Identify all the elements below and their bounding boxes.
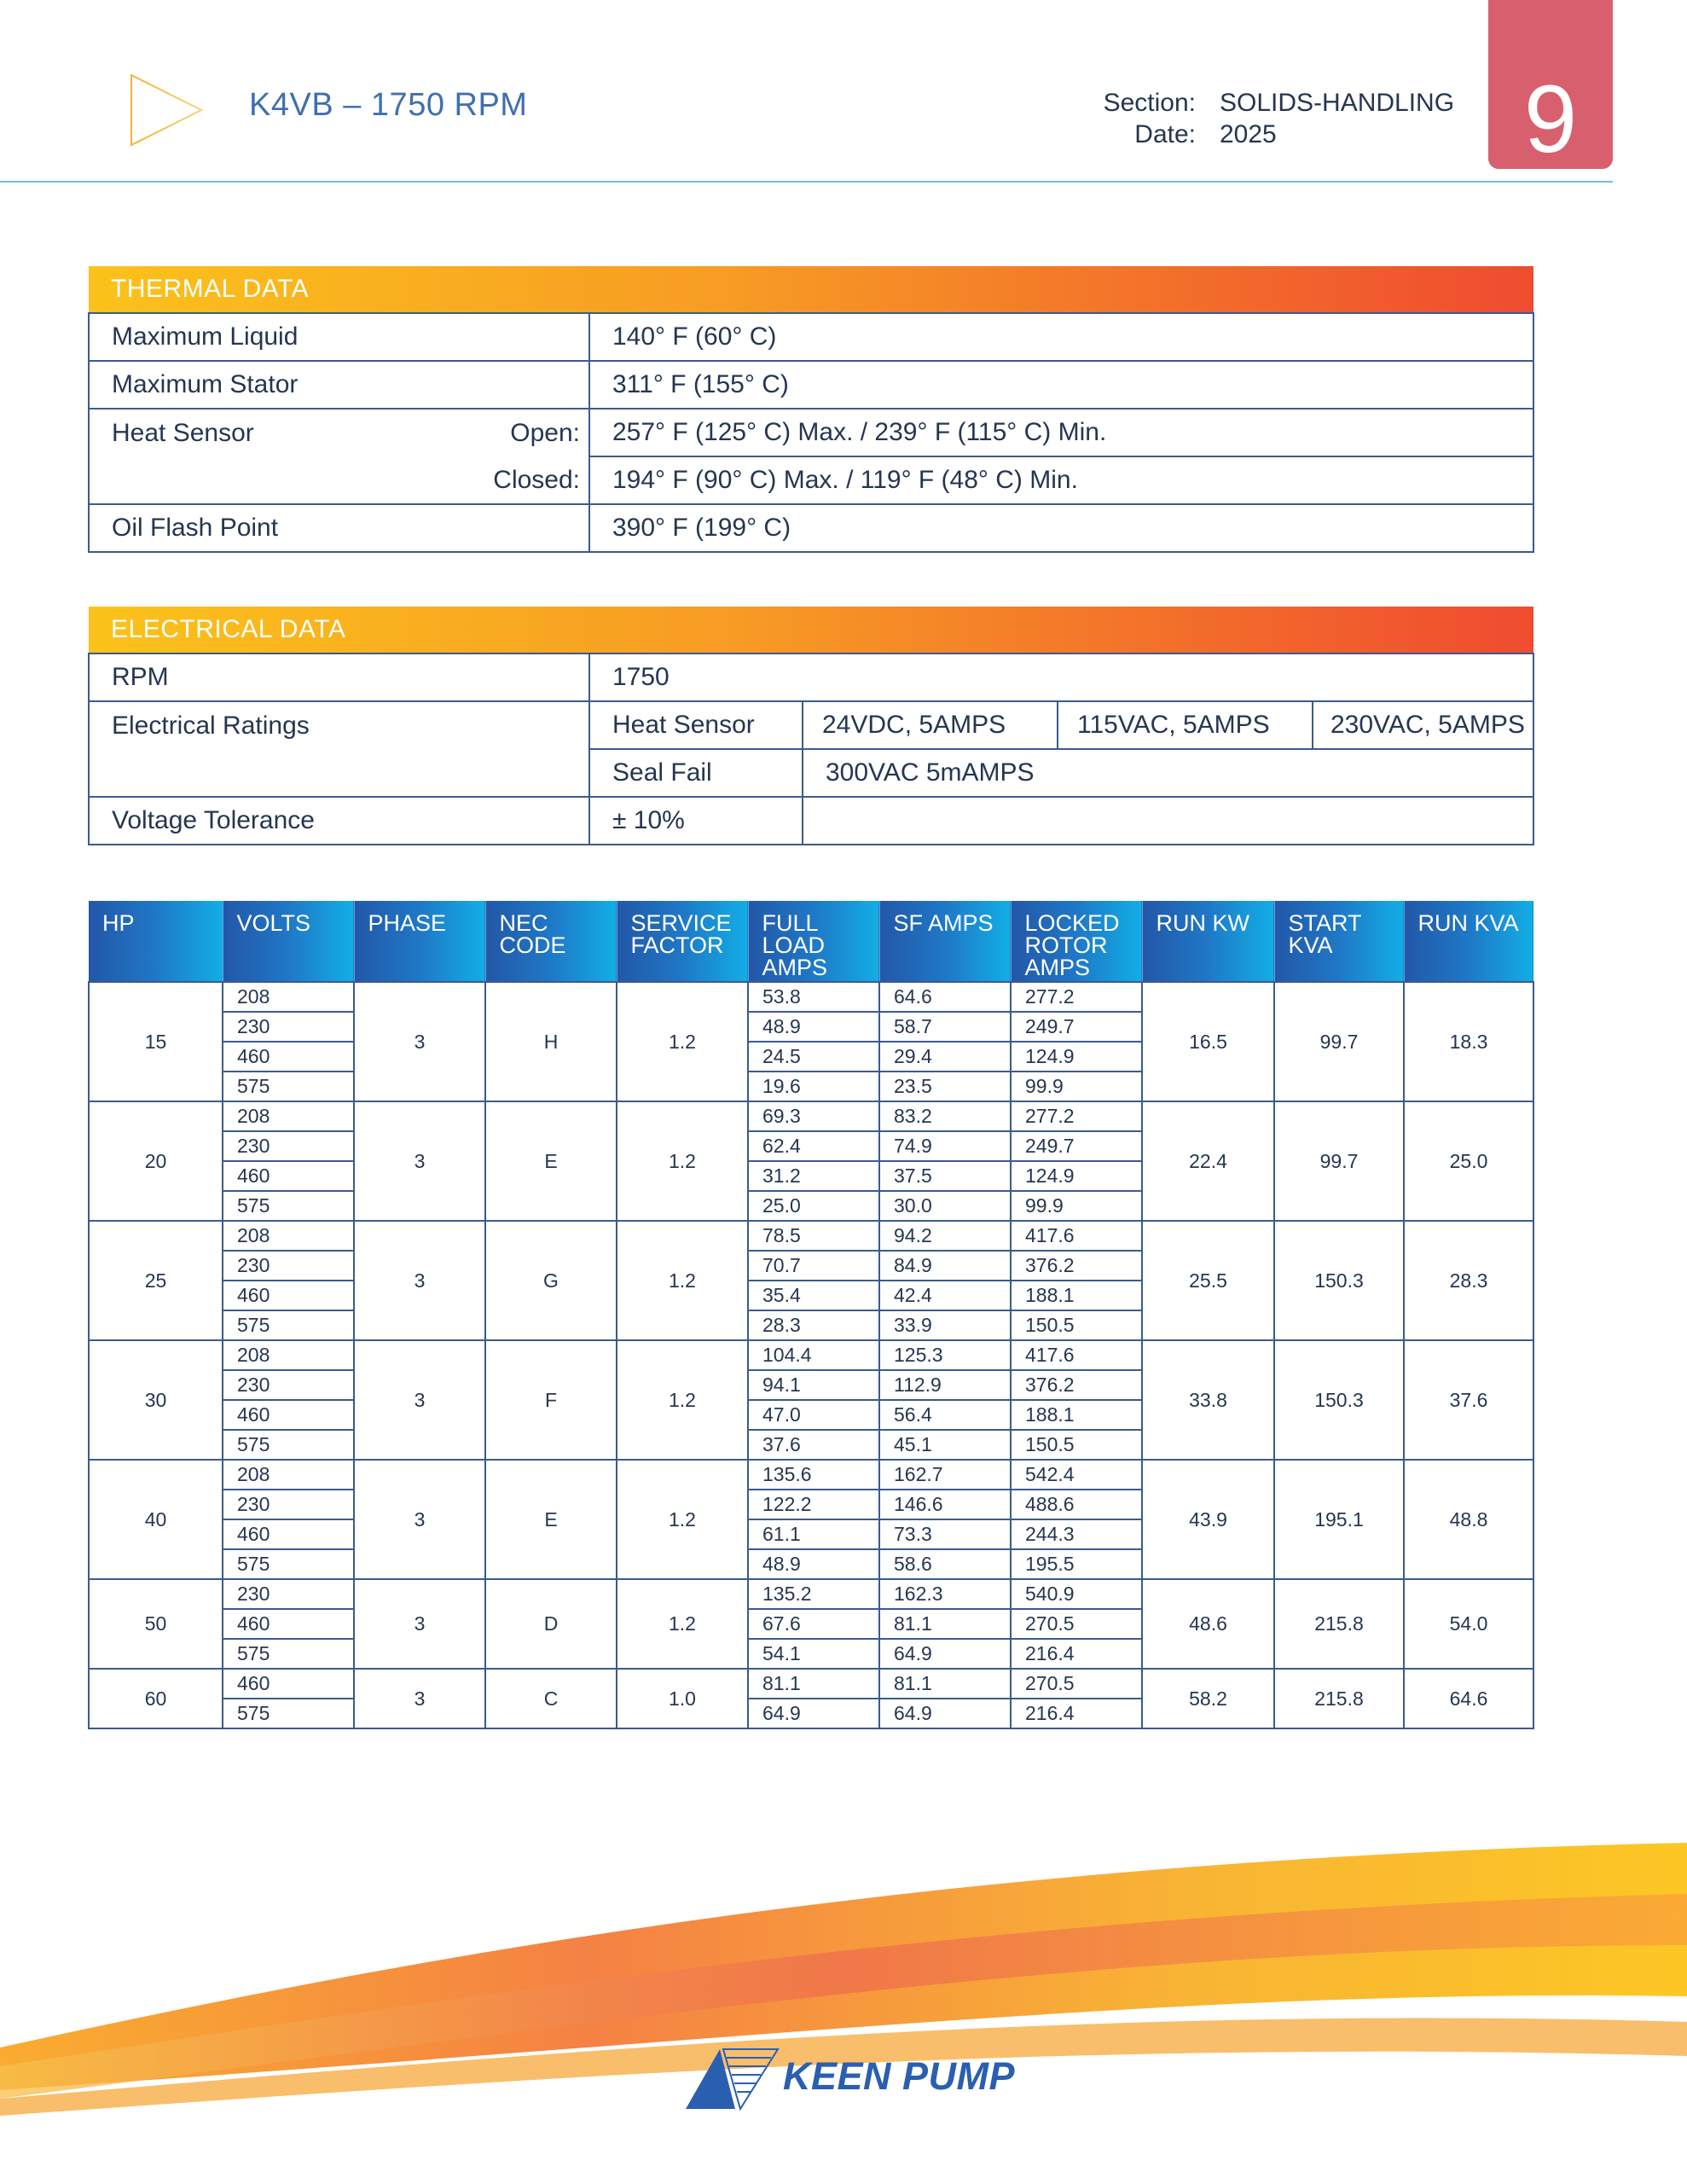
electrical-ratings-label: Electrical Ratings — [89, 701, 589, 749]
thermal-value: 257° F (125° C) Max. / 239° F (115° C) Min. — [589, 409, 1533, 456]
sf-amps-cell: 64.9 — [879, 1639, 1011, 1669]
date-label: Date: — [1134, 120, 1196, 148]
volts-cell: 230 — [223, 1012, 354, 1042]
volts-cell: 575 — [223, 1072, 354, 1101]
column-header: SF AMPS — [879, 901, 1011, 982]
column-header: START KVA — [1274, 901, 1404, 982]
sf-amps-cell: 42.4 — [879, 1281, 1011, 1310]
performance-body — [89, 982, 1533, 1728]
heat-sensor-rating-label: Heat Sensor — [589, 701, 803, 749]
locked-rotor-amps-cell: 188.1 — [1011, 1400, 1142, 1430]
full-load-amps-cell: 67.6 — [748, 1609, 879, 1639]
table-row — [89, 1221, 1533, 1251]
run-kw-cell: 48.6 — [1142, 1579, 1274, 1669]
full-load-amps-cell: 24.5 — [748, 1042, 879, 1072]
performance-header-row — [89, 901, 1533, 982]
sf-amps-cell: 112.9 — [879, 1370, 1011, 1400]
header-logo-icon — [128, 72, 205, 148]
start-kva-cell: 99.7 — [1274, 1101, 1404, 1221]
table-row — [89, 1101, 1533, 1131]
volts-cell: 208 — [223, 1101, 354, 1131]
nec-code-cell: E — [485, 1460, 617, 1579]
run-kva-cell: 18.3 — [1404, 982, 1533, 1101]
full-load-amps-cell: 35.4 — [748, 1281, 879, 1310]
electrical-data-title: ELECTRICAL DATA — [89, 607, 1533, 653]
run-kw-cell: 33.8 — [1142, 1340, 1274, 1460]
volts-cell: 575 — [223, 1310, 354, 1340]
motor-performance-table — [88, 901, 1534, 1729]
full-load-amps-cell: 37.6 — [748, 1430, 879, 1460]
thermal-value: 311° F (155° C) — [589, 361, 1533, 409]
thermal-label: Maximum Liquid — [89, 313, 589, 361]
full-load-amps-cell: 135.2 — [748, 1579, 879, 1609]
sf-amps-cell: 83.2 — [879, 1101, 1011, 1131]
full-load-amps-cell: 135.6 — [748, 1460, 879, 1490]
full-load-amps-cell: 53.8 — [748, 982, 879, 1012]
full-load-amps-cell: 94.1 — [748, 1370, 879, 1400]
voltage-tolerance-value: ± 10% — [589, 797, 803, 845]
meta-labels — [1049, 87, 1196, 150]
full-load-amps-cell: 25.0 — [748, 1191, 879, 1221]
rpm-value: 1750 — [589, 653, 1533, 701]
electrical-data-table — [88, 607, 1534, 845]
full-load-amps-cell: 19.6 — [748, 1072, 879, 1101]
start-kva-cell: 150.3 — [1274, 1340, 1404, 1460]
locked-rotor-amps-cell: 417.6 — [1011, 1340, 1142, 1370]
sf-amps-cell: 23.5 — [879, 1072, 1011, 1101]
document-title: K4VB – 1750 RPM — [249, 87, 528, 123]
locked-rotor-amps-cell: 216.4 — [1011, 1639, 1142, 1669]
locked-rotor-amps-cell: 540.9 — [1011, 1579, 1142, 1609]
sf-amps-cell: 84.9 — [879, 1251, 1011, 1281]
heat-sensor-rating: 230VAC, 5AMPS — [1313, 701, 1533, 749]
sf-amps-cell: 58.6 — [879, 1549, 1011, 1579]
full-load-amps-cell: 48.9 — [748, 1012, 879, 1042]
start-kva-cell: 215.8 — [1274, 1669, 1404, 1728]
heat-sensor-open-label: Open: — [510, 418, 580, 447]
volts-cell: 460 — [223, 1669, 354, 1699]
locked-rotor-amps-cell: 124.9 — [1011, 1042, 1142, 1072]
voltage-tolerance-label: Voltage Tolerance — [89, 797, 589, 845]
service-factor-cell: 1.2 — [617, 1221, 748, 1340]
thermal-data-table — [88, 266, 1534, 553]
column-header: SERVICE FACTOR — [617, 901, 748, 982]
hp-cell: 15 — [89, 982, 223, 1101]
full-load-amps-cell: 104.4 — [748, 1340, 879, 1370]
run-kva-cell: 48.8 — [1404, 1460, 1533, 1579]
seal-fail-value: 300VAC 5mAMPS — [803, 749, 1533, 797]
table-row — [89, 1669, 1533, 1699]
heat-sensor-rating: 24VDC, 5AMPS — [803, 701, 1058, 749]
sf-amps-cell: 162.7 — [879, 1460, 1011, 1490]
locked-rotor-amps-cell: 270.5 — [1011, 1609, 1142, 1639]
volts-cell: 460 — [223, 1609, 354, 1639]
locked-rotor-amps-cell: 277.2 — [1011, 1101, 1142, 1131]
hp-cell: 20 — [89, 1101, 223, 1221]
locked-rotor-amps-cell: 249.7 — [1011, 1131, 1142, 1161]
column-header: NEC CODE — [485, 901, 617, 982]
hp-cell: 25 — [89, 1221, 223, 1340]
sf-amps-cell: 64.6 — [879, 982, 1011, 1012]
meta-values — [1220, 87, 1454, 150]
run-kva-cell: 64.6 — [1404, 1669, 1533, 1728]
service-factor-cell: 1.2 — [617, 1579, 748, 1669]
heat-sensor-rating: 115VAC, 5AMPS — [1058, 701, 1313, 749]
sf-amps-cell: 33.9 — [879, 1310, 1011, 1340]
thermal-label: Oil Flash Point — [89, 504, 589, 552]
hp-cell: 60 — [89, 1669, 223, 1728]
volts-cell: 460 — [223, 1161, 354, 1191]
header-divider — [0, 181, 1613, 183]
service-factor-cell: 1.2 — [617, 1460, 748, 1579]
brand-name: KEEN PUMP — [783, 2054, 1016, 2098]
full-load-amps-cell: 54.1 — [748, 1639, 879, 1669]
volts-cell: 460 — [223, 1519, 354, 1549]
rpm-label: RPM — [89, 653, 589, 701]
full-load-amps-cell: 48.9 — [748, 1549, 879, 1579]
phase-cell: 3 — [354, 1340, 485, 1460]
column-header: RUN KW — [1142, 901, 1274, 982]
run-kva-cell: 28.3 — [1404, 1221, 1533, 1340]
sf-amps-cell: 58.7 — [879, 1012, 1011, 1042]
volts-cell: 575 — [223, 1639, 354, 1669]
phase-cell: 3 — [354, 1221, 485, 1340]
sf-amps-cell: 29.4 — [879, 1042, 1011, 1072]
keen-pump-logo-icon — [686, 2048, 780, 2112]
volts-cell: 230 — [223, 1490, 354, 1519]
thermal-data-title: THERMAL DATA — [89, 266, 1533, 313]
sf-amps-cell: 146.6 — [879, 1490, 1011, 1519]
locked-rotor-amps-cell: 124.9 — [1011, 1161, 1142, 1191]
sf-amps-cell: 74.9 — [879, 1131, 1011, 1161]
service-factor-cell: 1.2 — [617, 982, 748, 1101]
thermal-value: 194° F (90° C) Max. / 119° F (48° C) Min. — [589, 456, 1533, 504]
date-value: 2025 — [1220, 120, 1277, 148]
volts-cell: 230 — [223, 1579, 354, 1609]
hp-cell: 50 — [89, 1579, 223, 1669]
sf-amps-cell: 94.2 — [879, 1221, 1011, 1251]
volts-cell: 575 — [223, 1191, 354, 1221]
sf-amps-cell: 73.3 — [879, 1519, 1011, 1549]
sf-amps-cell: 30.0 — [879, 1191, 1011, 1221]
section-number-badge: 9 — [1488, 0, 1613, 169]
sf-amps-cell: 45.1 — [879, 1430, 1011, 1460]
thermal-label: Maximum Stator — [89, 361, 589, 409]
locked-rotor-amps-cell: 249.7 — [1011, 1012, 1142, 1042]
full-load-amps-cell: 61.1 — [748, 1519, 879, 1549]
volts-cell: 208 — [223, 982, 354, 1012]
locked-rotor-amps-cell: 244.3 — [1011, 1519, 1142, 1549]
full-load-amps-cell: 62.4 — [748, 1131, 879, 1161]
thermal-label-cell — [89, 409, 589, 456]
column-header: PHASE — [354, 901, 485, 982]
volts-cell: 208 — [223, 1460, 354, 1490]
start-kva-cell: 150.3 — [1274, 1221, 1404, 1340]
volts-cell: 460 — [223, 1400, 354, 1430]
volts-cell: 575 — [223, 1699, 354, 1728]
locked-rotor-amps-cell: 216.4 — [1011, 1699, 1142, 1728]
column-header: FULL LOAD AMPS — [748, 901, 879, 982]
locked-rotor-amps-cell: 270.5 — [1011, 1669, 1142, 1699]
column-header: LOCKED ROTOR AMPS — [1011, 901, 1142, 982]
table-row — [89, 1460, 1533, 1490]
volts-cell: 208 — [223, 1340, 354, 1370]
full-load-amps-cell: 69.3 — [748, 1101, 879, 1131]
full-load-amps-cell: 81.1 — [748, 1669, 879, 1699]
volts-cell: 230 — [223, 1131, 354, 1161]
phase-cell: 3 — [354, 1460, 485, 1579]
table-row — [89, 1579, 1533, 1609]
run-kw-cell: 22.4 — [1142, 1101, 1274, 1221]
locked-rotor-amps-cell: 195.5 — [1011, 1549, 1142, 1579]
thermal-value: 390° F (199° C) — [589, 504, 1533, 552]
column-header: RUN KVA — [1404, 901, 1533, 982]
start-kva-cell: 99.7 — [1274, 982, 1404, 1101]
run-kva-cell: 37.6 — [1404, 1340, 1533, 1460]
column-header: HP — [89, 901, 223, 982]
hp-cell: 40 — [89, 1460, 223, 1579]
seal-fail-label: Seal Fail — [589, 749, 803, 797]
locked-rotor-amps-cell: 488.6 — [1011, 1490, 1142, 1519]
locked-rotor-amps-cell: 150.5 — [1011, 1310, 1142, 1340]
full-load-amps-cell: 31.2 — [748, 1161, 879, 1191]
phase-cell: 3 — [354, 1579, 485, 1669]
hp-cell: 30 — [89, 1340, 223, 1460]
volts-cell: 575 — [223, 1549, 354, 1579]
run-kva-cell: 54.0 — [1404, 1579, 1533, 1669]
section-value: SOLIDS-HANDLING — [1220, 89, 1455, 117]
locked-rotor-amps-cell: 542.4 — [1011, 1460, 1142, 1490]
locked-rotor-amps-cell: 376.2 — [1011, 1370, 1142, 1400]
full-load-amps-cell: 78.5 — [748, 1221, 879, 1251]
start-kva-cell: 215.8 — [1274, 1579, 1404, 1669]
full-load-amps-cell: 47.0 — [748, 1400, 879, 1430]
locked-rotor-amps-cell: 150.5 — [1011, 1430, 1142, 1460]
nec-code-cell: C — [485, 1669, 617, 1728]
run-kva-cell: 25.0 — [1404, 1101, 1533, 1221]
nec-code-cell: H — [485, 982, 617, 1101]
start-kva-cell: 195.1 — [1274, 1460, 1404, 1579]
sf-amps-cell: 81.1 — [879, 1669, 1011, 1699]
locked-rotor-amps-cell: 99.9 — [1011, 1072, 1142, 1101]
volts-cell: 460 — [223, 1042, 354, 1072]
heat-sensor-closed-label: Closed: — [89, 456, 589, 504]
table-row — [89, 982, 1533, 1012]
phase-cell: 3 — [354, 982, 485, 1101]
phase-cell: 3 — [354, 1669, 485, 1728]
sf-amps-cell: 81.1 — [879, 1609, 1011, 1639]
sf-amps-cell: 125.3 — [879, 1340, 1011, 1370]
column-header: VOLTS — [223, 901, 354, 982]
sf-amps-cell: 162.3 — [879, 1579, 1011, 1609]
locked-rotor-amps-cell: 99.9 — [1011, 1191, 1142, 1221]
locked-rotor-amps-cell: 188.1 — [1011, 1281, 1142, 1310]
full-load-amps-cell: 28.3 — [748, 1310, 879, 1340]
nec-code-cell: G — [485, 1221, 617, 1340]
service-factor-cell: 1.2 — [617, 1340, 748, 1460]
run-kw-cell: 58.2 — [1142, 1669, 1274, 1728]
nec-code-cell: D — [485, 1579, 617, 1669]
service-factor-cell: 1.2 — [617, 1101, 748, 1221]
nec-code-cell: F — [485, 1340, 617, 1460]
thermal-label: Heat Sensor — [112, 418, 254, 447]
locked-rotor-amps-cell: 376.2 — [1011, 1251, 1142, 1281]
full-load-amps-cell: 70.7 — [748, 1251, 879, 1281]
nec-code-cell: E — [485, 1101, 617, 1221]
electrical-ratings-spacer — [89, 749, 589, 797]
thermal-value: 140° F (60° C) — [589, 313, 1533, 361]
phase-cell: 3 — [354, 1101, 485, 1221]
voltage-tolerance-empty — [803, 797, 1533, 845]
run-kw-cell: 25.5 — [1142, 1221, 1274, 1340]
full-load-amps-cell: 64.9 — [748, 1699, 879, 1728]
sf-amps-cell: 64.9 — [879, 1699, 1011, 1728]
volts-cell: 208 — [223, 1221, 354, 1251]
full-load-amps-cell: 122.2 — [748, 1490, 879, 1519]
sf-amps-cell: 37.5 — [879, 1161, 1011, 1191]
run-kw-cell: 43.9 — [1142, 1460, 1274, 1579]
volts-cell: 230 — [223, 1370, 354, 1400]
volts-cell: 460 — [223, 1281, 354, 1310]
table-row — [89, 1340, 1533, 1370]
service-factor-cell: 1.0 — [617, 1669, 748, 1728]
locked-rotor-amps-cell: 417.6 — [1011, 1221, 1142, 1251]
locked-rotor-amps-cell: 277.2 — [1011, 982, 1142, 1012]
volts-cell: 575 — [223, 1430, 354, 1460]
sf-amps-cell: 56.4 — [879, 1400, 1011, 1430]
volts-cell: 230 — [223, 1251, 354, 1281]
section-label: Section: — [1103, 89, 1196, 117]
run-kw-cell: 16.5 — [1142, 982, 1274, 1101]
